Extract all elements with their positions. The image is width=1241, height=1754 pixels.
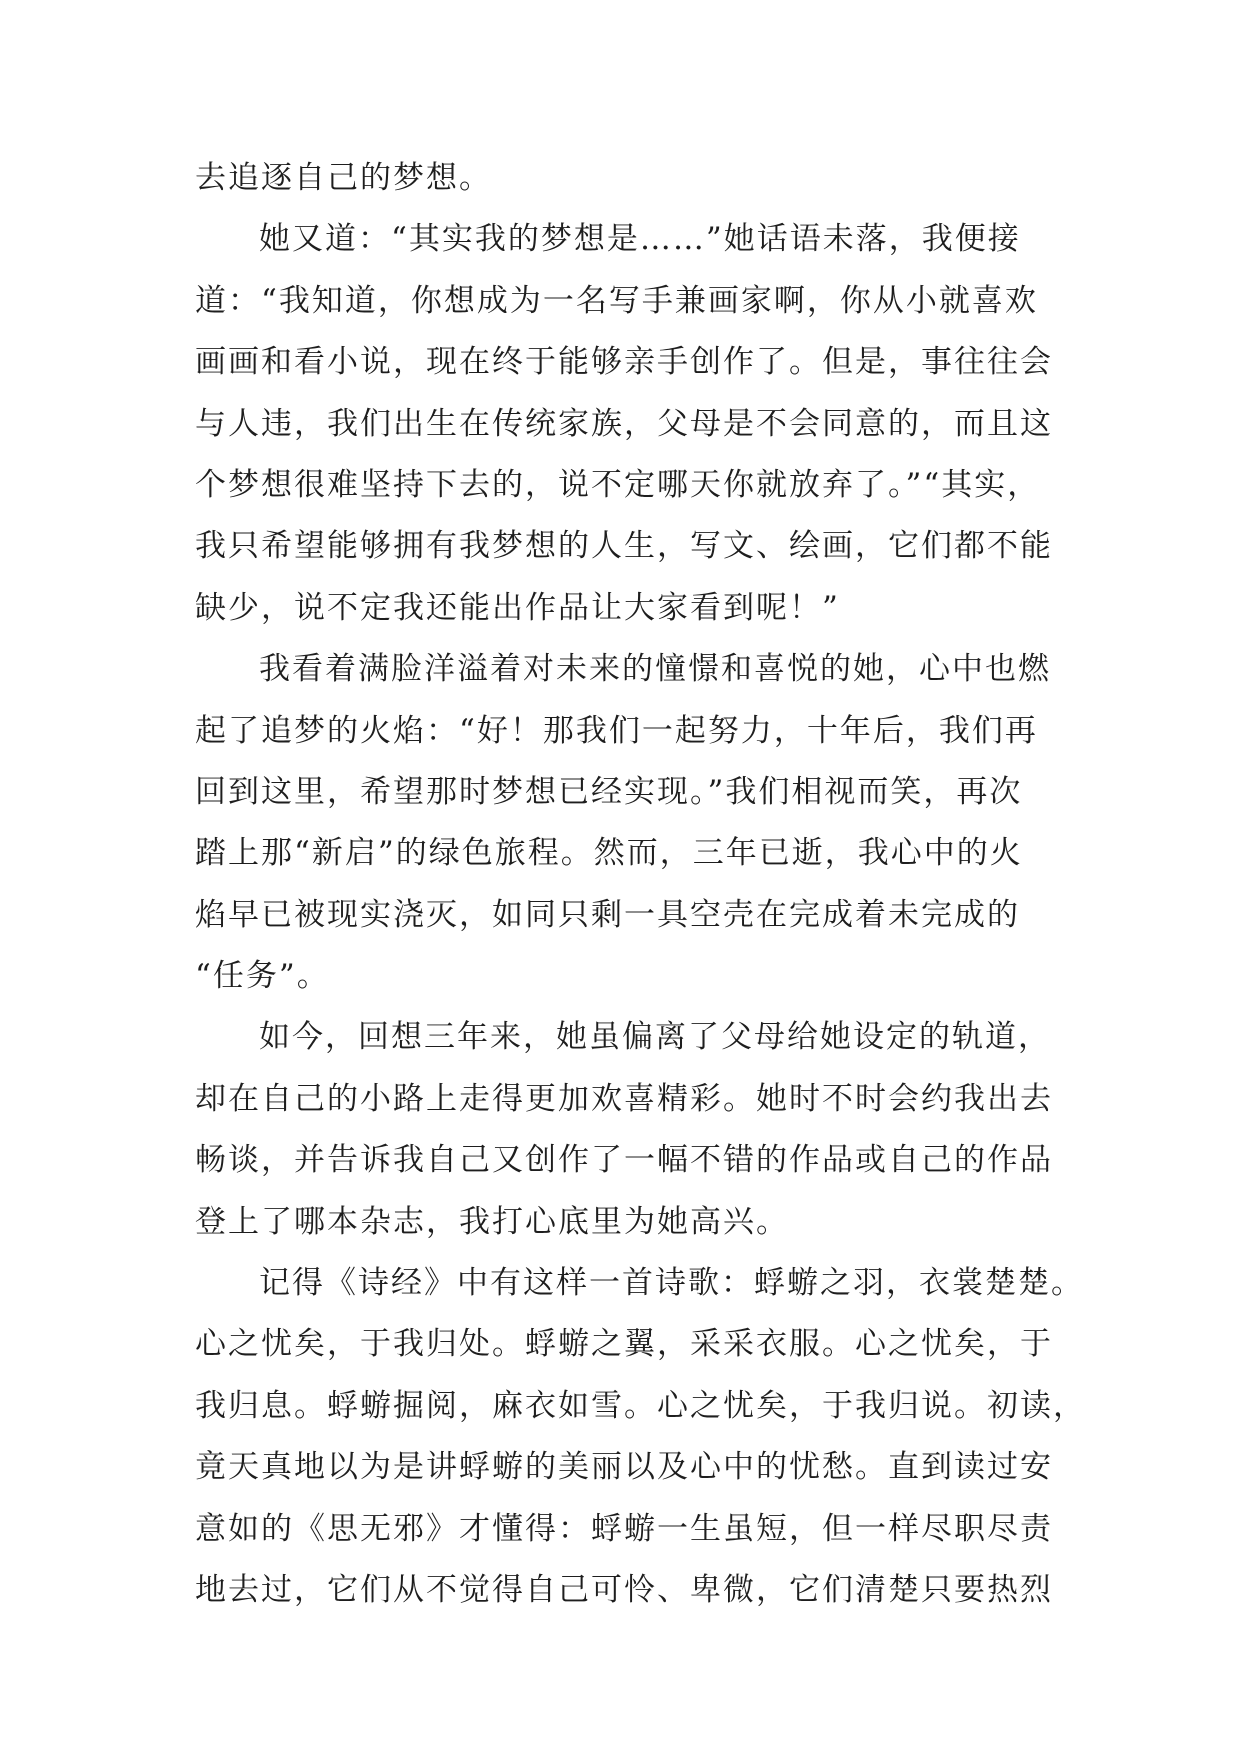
text-line: 回到这里，希望那时梦想已经实现。”我们相视而笑，再次 [195, 773, 1023, 810]
text-line: 画画和看小说，现在终于能够亲手创作了。但是，事往往会 [195, 344, 1053, 381]
text-line: 心之忧矣，于我归处。蜉蝣之翼，采采衣服。心之忧矣，于 [195, 1326, 1053, 1363]
text-line: “任务”。 [195, 958, 330, 995]
text-line: 畅谈，并告诉我自己又创作了一幅不错的作品或自己的作品 [195, 1142, 1053, 1179]
text-line: 地去过，它们从不觉得自己可怜、卑微，它们清楚只要热烈 [195, 1571, 1053, 1608]
text-line: 意如的《思无邪》才懂得：蜉蝣一生虽短，但一样尽职尽责 [195, 1510, 1053, 1547]
text-line: 记得《诗经》中有这样一首诗歌：蜉蝣之羽，衣裳楚楚。 [259, 1265, 1084, 1302]
text-line: 道：“我知道，你想成为一名写手兼画家啊，你从小就喜欢 [195, 282, 1038, 319]
text-line: 如今，回想三年来，她虽偏离了父母给她设定的轨道， [259, 1019, 1051, 1056]
text-line: 我只希望能够拥有我梦想的人生，写文、绘画，它们都不能 [195, 528, 1053, 565]
text-line: 她又道：“其实我的梦想是……”她话语未落，我便接 [259, 221, 1021, 258]
text-line: 踏上那“新启”的绿色旅程。然而，三年已逝，我心中的火 [195, 835, 1023, 872]
text-line: 却在自己的小路上走得更加欢喜精彩。她时不时会约我出去 [195, 1080, 1053, 1117]
text-line: 我看着满脸洋溢着对未来的憧憬和喜悦的她，心中也燃 [259, 651, 1051, 688]
text-line: 起了追梦的火焰：“好！那我们一起努力，十年后，我们再 [195, 712, 1038, 749]
text-line: 竟天真地以为是讲蜉蝣的美丽以及心中的忧愁。直到读过安 [195, 1449, 1053, 1486]
text-line: 我归息。蜉蝣掘阅，麻衣如雪。心之忧矣，于我归说。初读， [195, 1387, 1086, 1424]
text-line: 与人违，我们出生在传统家族，父母是不会同意的，而且这 [195, 405, 1053, 442]
text-line: 去追逐自己的梦想。 [195, 160, 492, 196]
text-line: 焰早已被现实浇灭，如同只剩一具空壳在完成着未完成的 [195, 896, 1020, 933]
text-line: 个梦想很难坚持下去的，说不定哪天你就放弃了。”“其实， [195, 466, 1041, 503]
body-text [195, 148, 1086, 1621]
text-line: 缺少，说不定我还能出作品让大家看到呢！” [195, 589, 840, 626]
text-line: 登上了哪本杂志，我打心底里为她高兴。 [195, 1203, 789, 1240]
